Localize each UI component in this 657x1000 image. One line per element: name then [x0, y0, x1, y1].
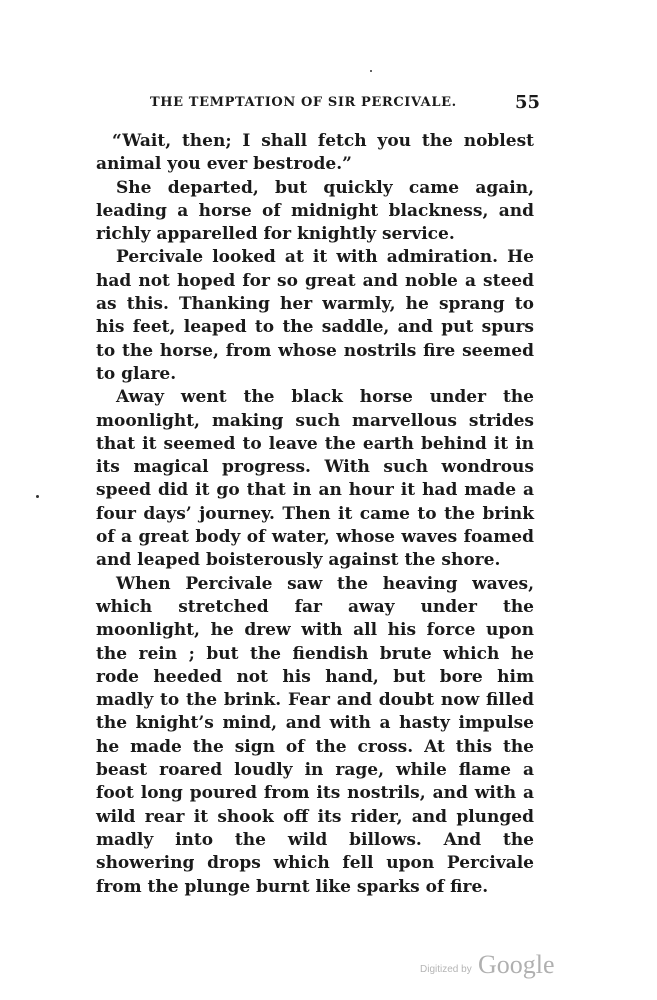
watermark-prefix: Digitized by	[420, 964, 472, 975]
running-title: THE TEMPTATION OF SIR PERCIVALE.	[150, 95, 457, 110]
paragraph-2: She departed, but quickly came again, leading a horse of midnight blackness, and richly apparelled for knightly service.	[96, 177, 534, 245]
page-number: 55	[514, 92, 540, 113]
paragraph-1: “Wait, then; I shall fetch you the noblest animal you ever bestrode.”	[96, 131, 534, 175]
body-text	[96, 130, 534, 899]
paragraph-4: Away went the black horse under the moonlight, making such marvellous strides that it seemed to leave the earth behind it in its magical progress. With such wondrous speed did it go that in an hour it had made a four days’ journey. Then it came to the brink of a great body of water, whose waves foamed and leaped boisterously against the shore.	[96, 387, 534, 571]
page-header	[100, 92, 540, 116]
google-logo: Google	[478, 950, 555, 979]
ink-speck	[36, 495, 39, 498]
digitization-watermark	[420, 950, 570, 984]
ink-speck	[370, 70, 372, 72]
paragraph-5: When Percivale saw the heaving waves, which stretched far away under the moonlight, he drew with all his force upon the rein ; but the fiendish brute which he rode heeded not his hand, but bore him madly to the brink. Fear and doubt now filled the knight’s mind, and with a hasty impulse he made the sign of the cross. At this the beast roared loudly in rage, while flame a foot long poured from its nostrils, and with a wild rear it shook off its rider, and plunged madly into the wild billows. And the showering drops which fell upon Percivale from the plunge burnt like sparks of fire.	[96, 573, 534, 897]
paragraph-3: Percivale looked at it with admiration. He had not hoped for so great and noble a steed as this. Thanking her warmly, he sprang to his feet, leaped to the saddle, and put spurs to the horse, from whose nostrils fire seemed to glare.	[96, 247, 534, 384]
